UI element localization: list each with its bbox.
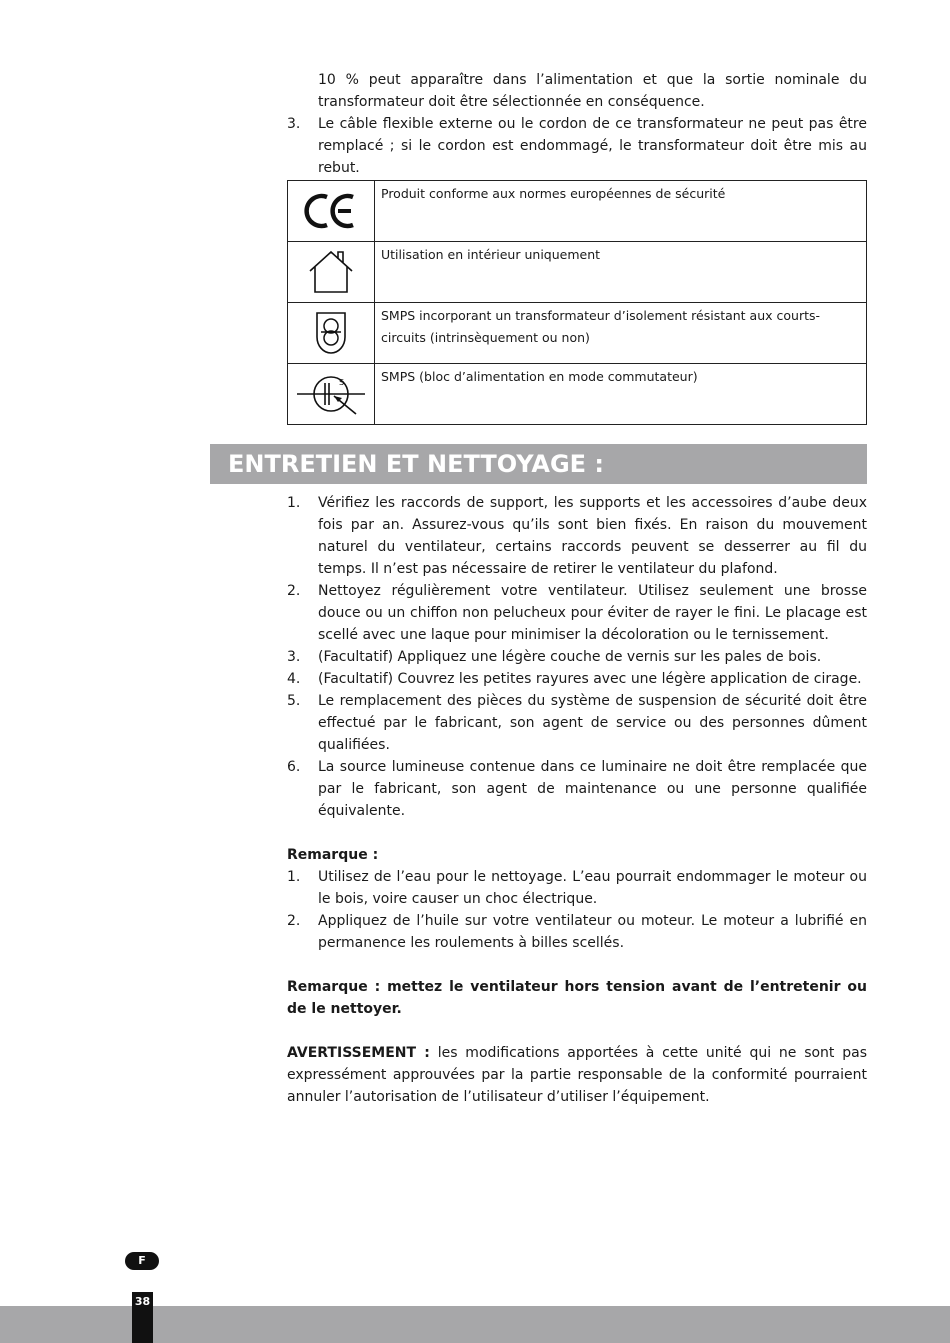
item-text: Utilisez de l’eau pour le nettoyage. L’eau pourrait endommager le moteur ou le bois, voire causer un choc électrique. [318,869,867,907]
spacer [287,1020,867,1042]
item-text: Le remplacement des pièces du système de suspension de sécurité doit être effectué par le fabricant, son agent de service ou des personnes dûment qualifiées. [318,693,867,753]
spacer [287,822,867,844]
symbol-description: SMPS incorporant un transformateur d’isolement résistant aux courts-circuits (intrinsèquement ou non) [375,303,867,364]
symbol-cell [288,364,375,425]
maintenance-list [287,492,867,822]
symbols-table [287,180,867,425]
list-item [287,866,867,910]
item-number: 5. [287,693,301,709]
item-text: Nettoyez régulièrement votre ventilateur. Utilisez seulement une brosse douce ou un chiffon non pelucheux pour éviter de rayer le fini. Le placage est scellé avec une laque pour minimiser la décoloration ou le ternissement. [318,583,867,643]
item-text: Le câble flexible externe ou le cordon de ce transformateur ne peut pas être remplacé ; si le cordon est endommagé, le transformateur doit être mis au rebut. [318,116,867,176]
page-number: 38 [132,1292,153,1343]
list-item [287,646,867,668]
item-number: 3. [287,649,301,665]
item-text: Appliquez de l’huile sur votre ventilateur ou moteur. Le moteur a lubrifié en permanence les roulements à billes scellés. [318,913,867,951]
symbol-cell [288,181,375,242]
item-number: 6. [287,759,301,775]
spacer [287,954,867,976]
item-text: Vérifiez les raccords de support, les supports et les accessoires d’aube deux fois par an. Assurez-vous qu’ils sont bien fixés. En raison du mouvement naturel du ventilateur, certains raccords peuvent se desserrer au fil du temps. Il n’est pas nécessaire de retirer le ventilateur du plafond. [318,495,867,577]
table-row [288,364,867,425]
house-icon [288,249,374,295]
list-item [287,910,867,954]
list-item [287,113,867,179]
remarque-list [287,866,867,954]
item-number: 1. [287,495,301,511]
list-item [287,668,867,690]
symbol-description: Produit conforme aux normes européennes de sécurité [375,181,867,242]
table-row [288,242,867,303]
list-item [287,756,867,822]
item-number: 4. [287,671,301,687]
warning-text: les modifications apportées à cette unité qui ne sont pas expressément approuvées par la partie responsable de la conformité pourraient annuler l’autorisation de l’utilisateur d’utiliser l’équipement. [287,1045,867,1105]
svg-text:S: S [339,378,345,387]
smps-icon [288,371,374,417]
list-item [287,690,867,756]
safety-transformer-icon [288,309,374,357]
symbol-cell [288,303,375,364]
table-row [288,181,867,242]
item-number: 3. [287,116,301,132]
intro-continuation: 10 % peut apparaître dans l’alimentation et que la sortie nominale du transformateur doit être sélectionnée en conséquence. [318,72,867,110]
symbol-description: Utilisation en intérieur uniquement [375,242,867,303]
ce-mark-icon [288,190,374,232]
language-badge: F [125,1252,159,1270]
list-item [287,580,867,646]
item-text: La source lumineuse contenue dans ce luminaire ne doit être remplacée que par le fabricant, son agent de maintenance ou une personne qualifiée équivalente. [318,759,867,819]
power-off-note: Remarque : mettez le ventilateur hors tension avant de l’entretenir ou de le nettoyer. [287,979,867,1017]
table-row [288,303,867,364]
maintenance-section [287,492,867,1108]
remarque-heading: Remarque : [287,847,379,863]
item-number: 2. [287,913,301,929]
item-number: 2. [287,583,301,599]
section-title: ENTRETIEN ET NETTOYAGE : [210,444,867,484]
item-number: 1. [287,869,301,885]
warning-label: AVERTISSEMENT : [287,1045,430,1061]
symbol-description: SMPS (bloc d’alimentation en mode commutateur) [375,364,867,425]
intro-section [287,69,867,179]
list-item [287,492,867,580]
warning-paragraph [287,1042,867,1108]
item-text: (Facultatif) Appliquez une légère couche de vernis sur les pales de bois. [318,649,822,665]
item-text: (Facultatif) Couvrez les petites rayures avec une légère application de cirage. [318,671,862,687]
symbol-cell [288,242,375,303]
